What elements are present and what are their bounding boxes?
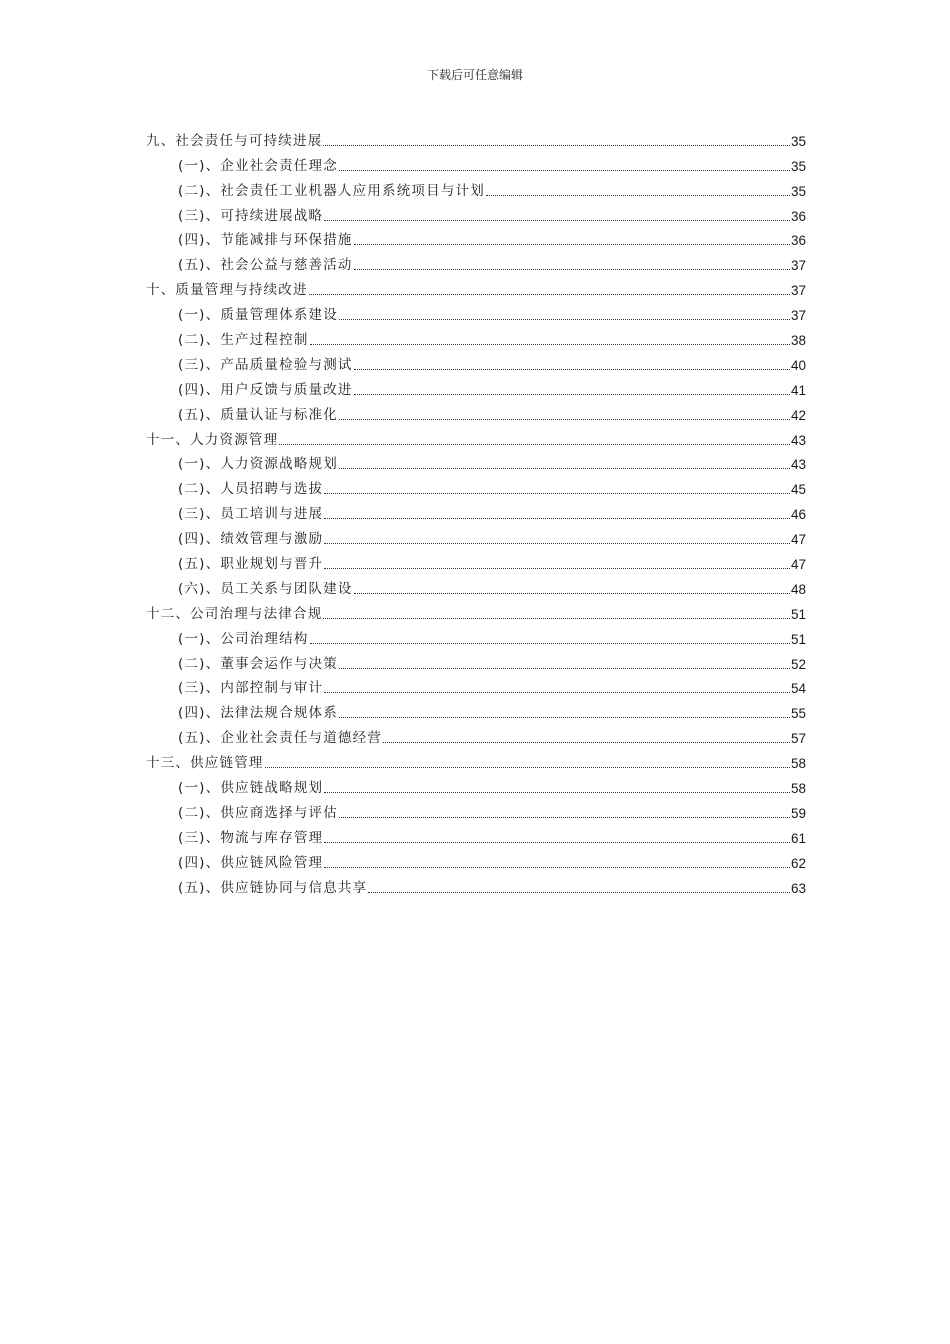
toc-entry[interactable] <box>146 697 806 722</box>
toc-entry-page-number: 51 <box>790 631 806 647</box>
toc-entry-page-number: 43 <box>790 457 806 473</box>
toc-entry-page-number: 58 <box>790 781 806 797</box>
toc-entry-page-number: 35 <box>790 133 806 149</box>
toc-dot-leader <box>324 493 790 494</box>
toc-entry-page-number: 59 <box>790 805 806 821</box>
toc-entry[interactable] <box>146 249 806 274</box>
toc-entry[interactable] <box>146 498 806 523</box>
toc-dot-leader <box>339 717 790 718</box>
toc-entry[interactable] <box>146 598 806 623</box>
toc-entry-title: (五)、社会公益与慈善活动 <box>178 257 353 274</box>
toc-entry-page-number: 36 <box>790 208 806 224</box>
toc-entry-title: (三)、员工培训与进展 <box>178 506 324 523</box>
toc-entry-page-number: 62 <box>790 855 806 871</box>
toc-entry-page-number: 37 <box>790 283 806 299</box>
toc-entry-title: (三)、可持续进展战略 <box>178 207 324 224</box>
toc-entry[interactable] <box>146 399 806 424</box>
toc-entry[interactable] <box>146 623 806 648</box>
toc-entry-title: 十三、供应链管理 <box>146 755 264 772</box>
toc-entry-page-number: 40 <box>790 357 806 373</box>
toc-entry[interactable] <box>146 772 806 797</box>
toc-dot-leader <box>324 792 790 793</box>
toc-dot-leader <box>354 593 790 594</box>
toc-entry-page-number: 47 <box>790 532 806 548</box>
toc-entry[interactable] <box>146 200 806 225</box>
toc-entry[interactable] <box>146 573 806 598</box>
toc-dot-leader <box>354 394 790 395</box>
toc-entry-title: (一)、质量管理体系建设 <box>178 307 338 324</box>
toc-entry[interactable] <box>146 673 806 698</box>
toc-dot-leader <box>339 419 790 420</box>
toc-entry-title: (一)、供应链战略规划 <box>178 780 324 797</box>
toc-entry[interactable] <box>146 125 806 150</box>
toc-entry-title: (五)、供应链协同与信息共享 <box>178 879 368 896</box>
toc-entry-page-number: 37 <box>790 258 806 274</box>
toc-entry-title: (四)、节能减排与环保措施 <box>178 232 353 249</box>
toc-entry-title: (二)、人员招聘与选拔 <box>178 481 324 498</box>
page-header: 下载后可任意编辑 <box>426 68 523 82</box>
toc-entry-title: (三)、产品质量检验与测试 <box>178 356 353 373</box>
toc-entry-page-number: 55 <box>790 706 806 722</box>
toc-entry-title: 十二、公司治理与法律合规 <box>146 605 323 622</box>
toc-entry[interactable] <box>146 473 806 498</box>
toc-entry-title: 九、社会责任与可持续进展 <box>146 132 323 149</box>
toc-entry-title: (六)、员工关系与团队建设 <box>178 580 353 597</box>
toc-dot-leader <box>383 742 790 743</box>
toc-entry-page-number: 35 <box>790 158 806 174</box>
toc-entry[interactable] <box>146 722 806 747</box>
toc-entry-page-number: 51 <box>790 606 806 622</box>
toc-entry-page-number: 38 <box>790 333 806 349</box>
toc-entry-page-number: 47 <box>790 557 806 573</box>
toc-entry-title: (三)、物流与库存管理 <box>178 829 324 846</box>
toc-entry[interactable] <box>146 449 806 474</box>
toc-entry[interactable] <box>146 150 806 175</box>
toc-dot-leader <box>324 220 790 221</box>
toc-dot-leader <box>323 145 790 146</box>
toc-dot-leader <box>310 344 790 345</box>
toc-entry-page-number: 63 <box>790 880 806 896</box>
toc-entry[interactable] <box>146 548 806 573</box>
toc-entry-title: (一)、人力资源战略规划 <box>178 456 338 473</box>
toc-entry-page-number: 61 <box>790 830 806 846</box>
toc-entry-title: (一)、企业社会责任理念 <box>178 157 338 174</box>
toc-entry-title: (二)、供应商选择与评估 <box>178 804 338 821</box>
toc-dot-leader <box>354 269 790 270</box>
toc-entry-page-number: 57 <box>790 731 806 747</box>
toc-entry-page-number: 36 <box>790 233 806 249</box>
toc-dot-leader <box>323 618 790 619</box>
toc-entry-title: (五)、职业规划与晋升 <box>178 556 324 573</box>
toc-entry[interactable] <box>146 175 806 200</box>
toc-entry-title: (二)、生产过程控制 <box>178 332 309 349</box>
toc-entry-title: (二)、董事会运作与决策 <box>178 655 338 672</box>
toc-dot-leader <box>339 319 790 320</box>
toc-dot-leader <box>339 817 790 818</box>
toc-entry-title: 十、质量管理与持续改进 <box>146 282 308 299</box>
toc-entry[interactable] <box>146 349 806 374</box>
toc-entry[interactable] <box>146 747 806 772</box>
toc-entry-page-number: 35 <box>790 183 806 199</box>
table-of-contents <box>146 125 806 897</box>
toc-entry-title: (二)、社会责任工业机器人应用系统项目与计划 <box>178 182 485 199</box>
toc-entry[interactable] <box>146 225 806 250</box>
toc-entry[interactable] <box>146 299 806 324</box>
toc-entry[interactable] <box>146 822 806 847</box>
toc-dot-leader <box>354 369 790 370</box>
toc-entry-page-number: 54 <box>790 681 806 697</box>
toc-dot-leader <box>486 195 790 196</box>
toc-dot-leader <box>339 668 790 669</box>
toc-entry[interactable] <box>146 523 806 548</box>
toc-entry-page-number: 43 <box>790 432 806 448</box>
toc-entry-title: (四)、供应链风险管理 <box>178 854 324 871</box>
toc-entry[interactable] <box>146 797 806 822</box>
toc-entry[interactable] <box>146 274 806 299</box>
toc-entry-title: (五)、企业社会责任与道德经营 <box>178 730 383 747</box>
toc-dot-leader <box>324 543 790 544</box>
toc-dot-leader <box>339 468 790 469</box>
toc-entry[interactable] <box>146 648 806 673</box>
toc-entry-page-number: 46 <box>790 507 806 523</box>
toc-entry-page-number: 37 <box>790 308 806 324</box>
toc-entry-page-number: 42 <box>790 407 806 423</box>
toc-dot-leader <box>324 692 790 693</box>
toc-entry-page-number: 41 <box>790 382 806 398</box>
toc-dot-leader <box>265 767 790 768</box>
toc-dot-leader <box>279 444 790 445</box>
toc-entry-page-number: 48 <box>790 581 806 597</box>
toc-dot-leader <box>324 867 790 868</box>
toc-dot-leader <box>324 518 790 519</box>
toc-entry[interactable] <box>146 872 806 897</box>
toc-entry-title: (四)、法律法规合规体系 <box>178 705 338 722</box>
toc-dot-leader <box>309 294 790 295</box>
toc-entry[interactable] <box>146 847 806 872</box>
toc-entry[interactable] <box>146 374 806 399</box>
toc-entry-title: (一)、公司治理结构 <box>178 630 309 647</box>
toc-entry-title: (四)、用户反馈与质量改进 <box>178 381 353 398</box>
toc-dot-leader <box>368 892 790 893</box>
toc-dot-leader <box>339 170 790 171</box>
toc-entry-page-number: 45 <box>790 482 806 498</box>
toc-entry-title: (五)、质量认证与标准化 <box>178 406 338 423</box>
toc-entry-page-number: 52 <box>790 656 806 672</box>
toc-entry-title: (四)、绩效管理与激励 <box>178 531 324 548</box>
toc-entry[interactable] <box>146 424 806 449</box>
toc-dot-leader <box>324 842 790 843</box>
toc-entry-page-number: 58 <box>790 756 806 772</box>
toc-dot-leader <box>310 643 790 644</box>
toc-dot-leader <box>354 244 790 245</box>
toc-entry[interactable] <box>146 324 806 349</box>
toc-entry-title: (三)、内部控制与审计 <box>178 680 324 697</box>
toc-dot-leader <box>324 568 790 569</box>
toc-entry-title: 十一、人力资源管理 <box>146 431 279 448</box>
